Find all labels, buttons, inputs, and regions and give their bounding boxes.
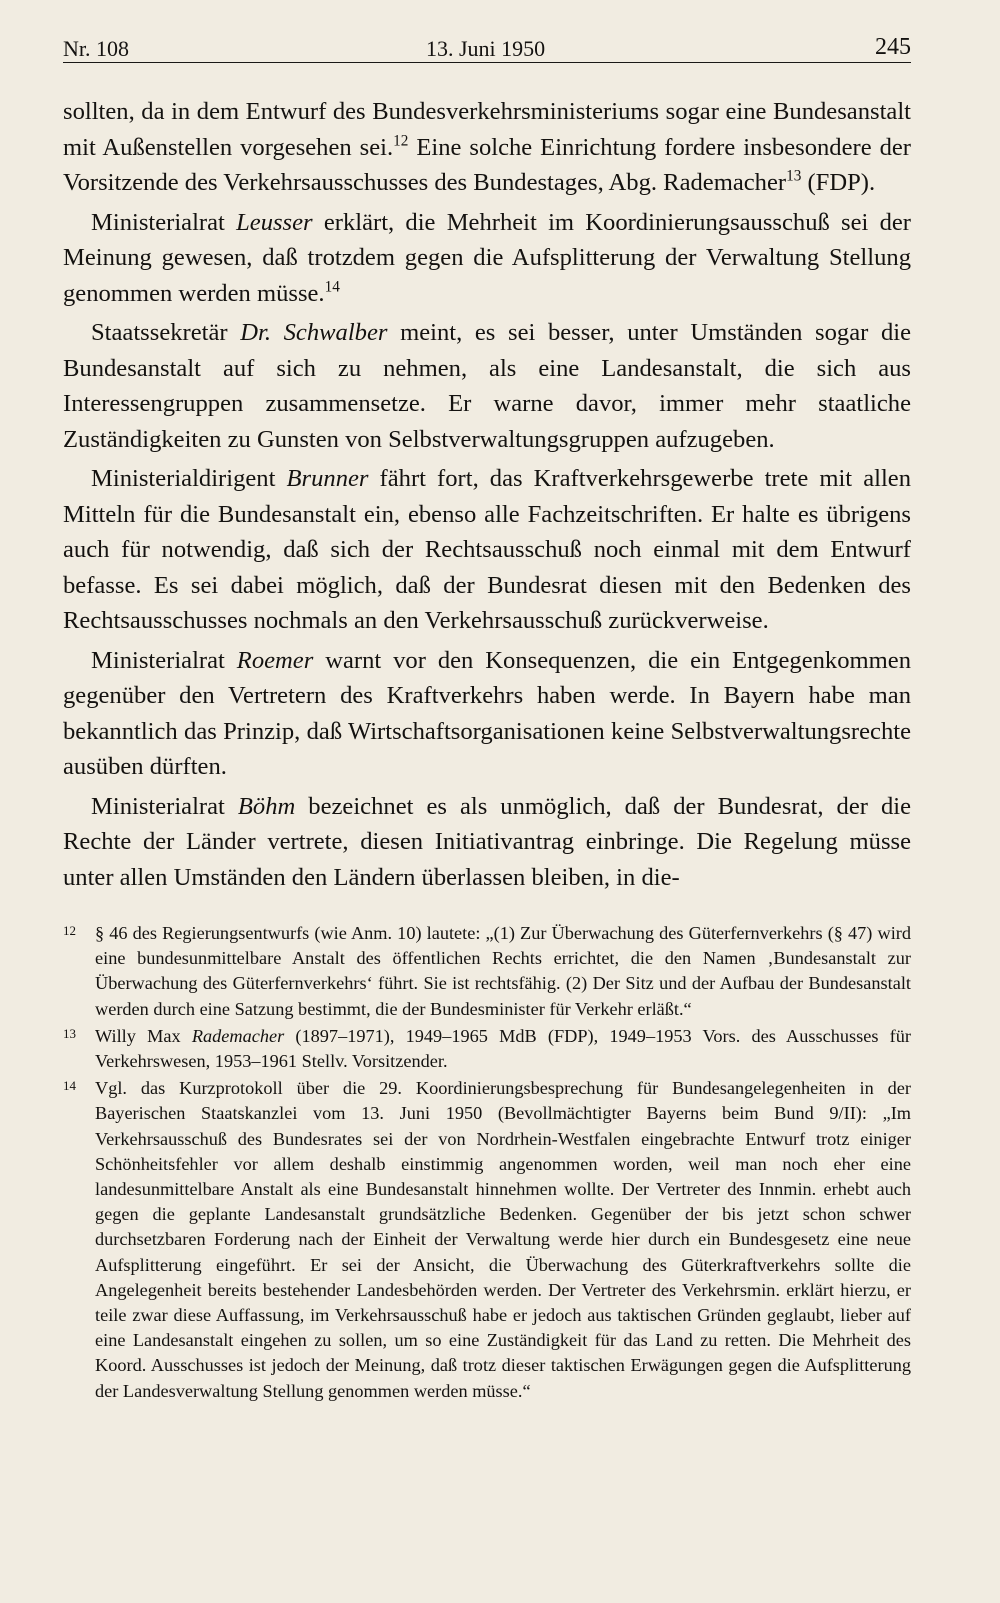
text-run: bezeichnet es als unmöglich, daß der Bundesrat, der die Rechte der Länder vertrete, diesen Initiativantrag einbringe. Die Regelung müsse unter allen Umständen den Ländern überlassen bleiben, in die- (63, 792, 911, 891)
text-run: fährt fort, das Kraftverkehrsgewerbe trete mit allen Mitteln für die Bundesanstalt ein, ebenso alle Fachzeitschriften. Er halte es übrigens auch für notwendig, daß sich der Rechtsausschuß noch einmal mit dem Entwurf befasse. Es sei dabei möglich, daß der Bundesrat diesen mit den Bedenken des Rechtsausschusses nochmals an den Verkehrsausschuß zurückverweise. (63, 465, 911, 634)
document-number: Nr. 108 (63, 36, 129, 61)
paragraph (63, 94, 911, 201)
main-text (63, 94, 911, 899)
text-run: Ministerialrat (91, 208, 237, 236)
text-run: Staatssekretär (91, 319, 241, 346)
footnote-number: 13 (63, 1025, 76, 1041)
text-run: § 46 des Regierungsentwurfs (wie Anm. 10) lautete: „(1) Zur Überwachung des Güterfernverkehrs (§ 47) wird eine bundesunmittelbare Anstalt des öffentlichen Rechts errichtet, die den Namen ‚Bundesanstalt zur Überwachung des Güterfernverkehrs‘ führt. Sie ist rechtsfähig. (2) Der Sitz und der Aufbau der Bundesanstalt werden durch eine Satzung bestimmt, die der Bundesminister für Verkehr erläßt.“ (95, 923, 911, 1019)
person-name: Roemer (236, 646, 314, 674)
paragraph (63, 205, 911, 312)
text-run: (1897–1971), 1949–1965 MdB (FDP), 1949–1953 Vors. des Ausschusses für Verkehrswesen, 1953–1961 Stellv. Vorsitzender. (95, 1025, 911, 1072)
text-run: Ministerialdirigent (91, 465, 287, 492)
header-date: 13. Juni 1950 (426, 36, 546, 61)
text-run: (FDP). (801, 169, 876, 196)
text-run: Ministerialrat (91, 646, 237, 674)
footnote (63, 921, 911, 1022)
person-name: Dr. Schwalber (240, 319, 388, 346)
footnote-number: 12 (63, 923, 76, 938)
person-name: Rademacher (191, 1025, 285, 1046)
person-name: Brunner (286, 465, 369, 492)
footnote-number: 14 (63, 1078, 76, 1094)
paragraph (63, 461, 911, 639)
text-run: erklärt, die Mehrheit im Koordinierungsausschuß sei der Meinung gewesen, daß trotzdem gegen die Aufsplitterung der Verwaltung Stellung genommen werden müsse. (63, 208, 911, 307)
page-number: 245 (875, 34, 911, 60)
footnote-reference[interactable]: 13 (786, 167, 802, 185)
text-run: Ministerialrat (91, 792, 238, 820)
footnote-reference[interactable]: 12 (393, 132, 409, 150)
footnote (63, 1024, 911, 1074)
footnote-reference[interactable]: 14 (324, 278, 340, 296)
person-name: Böhm (237, 792, 296, 820)
paragraph (63, 315, 911, 457)
text-run: meint, es sei besser, unter Umständen sogar die Bundesanstalt auf sich zu nehmen, als eine Landesanstalt, die sich aus Interessengruppen zusammensetze. Er warne davor, immer mehr staatliche Zuständigkeiten zu Gunsten von Selbstverwaltungsgruppen aufzugeben. (63, 319, 911, 453)
running-header (63, 30, 911, 63)
paragraph (63, 789, 911, 896)
text-run: sollten, da in dem Entwurf des Bundesverkehrsministeriums sogar eine Bundesanstalt mit Außenstellen vorgesehen sei. (63, 98, 911, 161)
paragraph (63, 643, 911, 785)
footnote (63, 1076, 911, 1404)
text-run: Eine solche Einrichtung fordere insbesondere der Vorsitzende des Verkehrsausschusses des Bundestages, Abg. Rademacher (63, 133, 911, 196)
text-run: warnt vor den Konsequenzen, die ein Entgegenkommen gegenüber den Vertretern des Kraftverkehrs haben werde. In Bayern habe man bekanntlich das Prinzip, daß Wirtschaftsorganisationen keine Selbstverwaltungsrechte ausüben dürften. (63, 646, 911, 780)
text-run: Willy Max (95, 1025, 192, 1046)
text-run: Vgl. das Kurzprotokoll über die 29. Koordinierungsbesprechung für Bundesangelegenheiten in der Bayerischen Staatskanzlei vom 13. Juni 1950 (Bevollmächtigter Bayerns beim Bund 9/II): „Im Verkehrsausschuß des Bundesrates sei der von Nordrhein-Westfalen eingebrachte Entwurf trotz einiger Schönheitsfehler vor allem deshalb einstimmig angenommen worden, weil man noch eher eine landesunmittelbare Anstalt als eine Bundesanstalt hinnehmen wollte. Der Vertreter des Innmin. erhebt auch gegen die geplante Landesanstalt grundsätzliche Bedenken. Gegenüber der bis jetzt schon schwer durchsetzbaren Forderung nach der Einheit der Verwaltung werde hier durch ein Bundesgesetz eine neue Aufsplitterung eingeführt. Er sei der Ansicht, die Überwachung des Güterkraftverkehrs sollte die Angelegenheit bereits bestehender Landesbehörden werden. Der Vertreter des Verkehrsmin. erklärt hierzu, er teile zwar diese Auffassung, im Verkehrsausschuß habe er jedoch aus taktischen Gründen geglaubt, lieber auf eine Landesanstalt eingehen zu sollen, um so eine Zuständigkeit für das Land zu retten. Die Mehrheit des Koord. Ausschusses ist jedoch der Meinung, daß trotz dieser taktischen Erwägungen gegen die Aufsplitterung der Landesverwaltung Stellung genommen werden müsse.“ (95, 1078, 911, 1401)
footnotes (63, 921, 911, 1406)
person-name: Leusser (236, 208, 313, 236)
